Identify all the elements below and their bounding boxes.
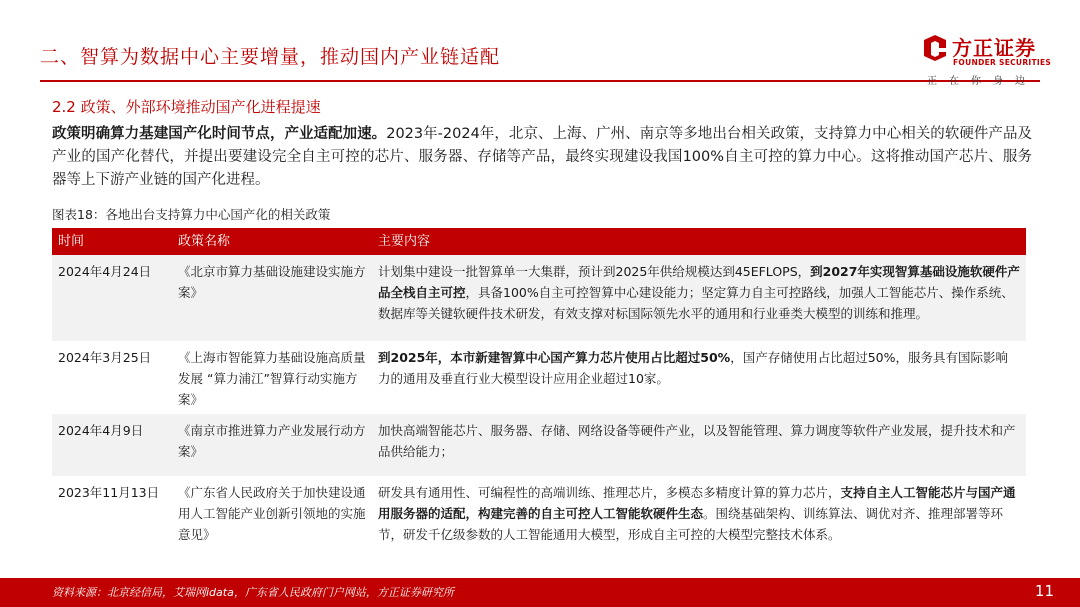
cell-policy-name: 《南京市推进算力产业发展行动方案》 xyxy=(172,414,372,476)
footer-bar xyxy=(0,578,1080,607)
cell-date: 2024年4月9日 xyxy=(52,414,172,476)
company-logo xyxy=(921,32,1061,92)
table-row xyxy=(52,255,1026,341)
column-header-date: 时间 xyxy=(52,228,172,255)
policy-table xyxy=(52,228,1026,566)
figure-caption: 图表18：各地出台支持算力中心国产化的相关政策 xyxy=(52,207,331,222)
cell-content xyxy=(372,255,1026,341)
content-text: 。围绕基础架构、训练算法、调优对齐、推理部署等环节，研发千亿级参数的人工智能通用大模型，形成自主可控的大模型完整技术体系。 xyxy=(378,506,1004,542)
cell-content xyxy=(372,476,1026,566)
page-title: 二、智算为数据中心主要增量，推动国内产业链适配 xyxy=(40,46,501,68)
cell-content xyxy=(372,414,1026,476)
source-note: 资料来源：北京经信局，艾瑞网idata，广东省人民政府门户网站，方正证券研究所 xyxy=(52,586,454,599)
section-subtitle: 2.2 政策、外部环境推动国产化进程提速 xyxy=(52,98,321,116)
logo-text-en: FOUNDER SECURITIES xyxy=(953,58,1052,67)
content-text: ，具备100%自主可控智算中心建设能力；坚定算力自主可控路线，加强人工智能芯片、操作系统、数据库等关键软硬件技术研发，有效支撑对标国际领先水平的通用和行业垂类大模型的训练和推理。 xyxy=(378,285,1014,321)
logo-slogan: 正在你身边 xyxy=(927,76,1037,87)
content-bold: 支持自主人工智能芯片与国产通用服务器的适配，构建完善的自主可控人工智能软硬件生态 xyxy=(378,485,1016,521)
cell-policy-name: 《上海市智能算力基础设施高质量发展 “算力浦江”智算行动实施方案》 xyxy=(172,341,372,414)
table-row xyxy=(52,341,1026,414)
cell-date: 2024年4月24日 xyxy=(52,255,172,341)
header-divider xyxy=(40,80,1040,82)
table-header-row xyxy=(52,228,1026,255)
column-header-policy-name: 政策名称 xyxy=(172,228,372,255)
content-text: 计划集中建设一批智算单一大集群，预计到2025年供给规模达到45EFLOPS， xyxy=(378,264,811,279)
page-number: 11 xyxy=(1034,582,1054,600)
table-row xyxy=(52,414,1026,476)
content-bold: 到2025年，本市新建智算中心国产算力芯片使用占比超过50% xyxy=(378,350,731,365)
cell-policy-name: 《北京市算力基础设施建设实施方案》 xyxy=(172,255,372,341)
content-text: 加快高端智能芯片、服务器、存储、网络设备等硬件产业，以及智能管理、算力调度等软件产业发展，提升技术和产品供给能力； xyxy=(378,423,1016,459)
cell-policy-name: 《广东省人民政府关于加快建设通用人工智能产业创新引领地的实施意见》 xyxy=(172,476,372,566)
content-bold: 到2027年实现智算基础设施软硬件产品全栈自主可控 xyxy=(378,264,1020,300)
content-text: 研发具有通用性、可编程性的高端训练、推理芯片，多模态多精度计算的算力芯片， xyxy=(378,485,841,500)
cell-content xyxy=(372,341,1026,414)
logo-text-cn: 方正证券 xyxy=(952,36,1036,60)
table-row xyxy=(52,476,1026,566)
intro-body: 2023年-2024年，北京、上海、广州、南京等多地出台相关政策，支持算力中心相关的软硬件产品及产业的国产化替代，并提出要建设完全自主可控的芯片、服务器、存储等产品，最终实现建设我国100%自主可控的算力中心。这将推动国产芯片、服务器等上下游产业链的国产化进程。 xyxy=(52,126,1032,188)
cell-date: 2024年3月25日 xyxy=(52,341,172,414)
column-header-content: 主要内容 xyxy=(372,228,1026,255)
intro-paragraph xyxy=(52,123,1032,192)
cell-date: 2023年11月13日 xyxy=(52,476,172,566)
founder-logo-icon xyxy=(921,34,949,62)
content-text: ，国产存储使用占比超过50%，服务具有国际影响力的通用及垂直行业大模型设计应用企业超过10家。 xyxy=(378,350,1009,386)
intro-bold-lead: 政策明确算力基建国产化时间节点，产业适配加速。 xyxy=(52,126,387,142)
